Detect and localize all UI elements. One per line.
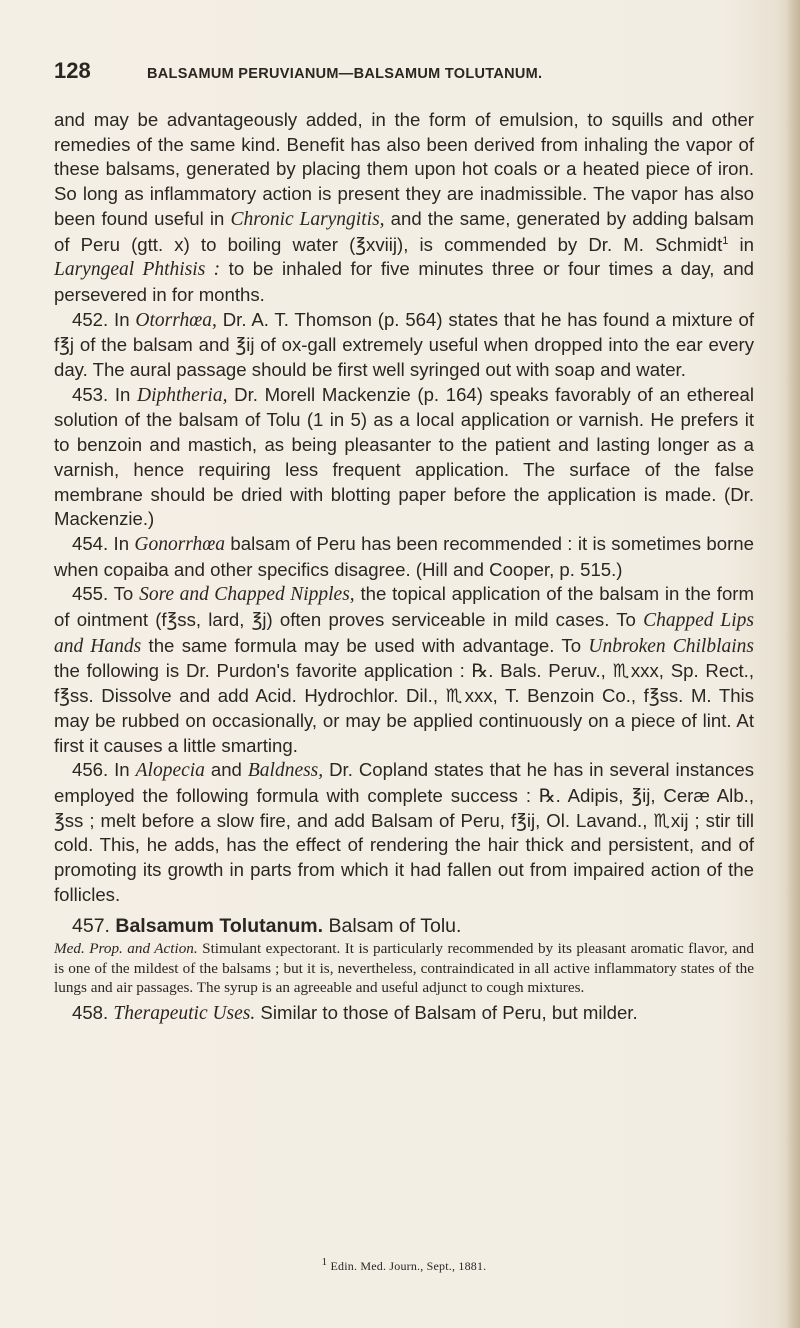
section-heading-457 bbox=[54, 914, 754, 939]
section-subtitle: Balsam of Tolu. bbox=[328, 914, 462, 937]
italic-run: Unbroken Chilblains bbox=[588, 635, 754, 657]
text-run: and may be advantageously added, in the form of emulsion, to squills and other remedies of the same kind. Benefit has also been derived from inhaling the vapor of these balsams, generated by placing them upon hot coals or a heated piece of iron. So long as inflammatory action is present they are inadmissible. The vapor has also been found useful in bbox=[54, 109, 754, 229]
text-run: Dr. Copland states that he has in several instances employed the following formula with complete success : ℞. Adipis, ℥ij, Ceræ Alb., ℥ss ; melt before a slow fire, and add Balsam of Peru, f℥ij, Ol. Lavand., ♏xij ; stir till cold. This, he adds, has the effect of rendering the hair thick and persistent, and of promoting its growth in parts from which it had fallen out from impaired action of the follicles. bbox=[54, 759, 755, 905]
paragraph-453 bbox=[54, 383, 754, 532]
text-run: the following is Dr. Purdon's favorite application : ℞. Bals. Peruv., ♏xxx, Sp. Rect., f℥ss. Dissolve and add Acid. Hydrochlor. Dil., ♏xxx, T. Benzoin Co., f℥ss. M. This may be rubbed on occasionally, or may be applied continuously on a piece of lint. At first it causes a little smarting. bbox=[54, 660, 754, 756]
italic-run: Otorrhœa, bbox=[135, 309, 217, 331]
text-run: Stimulant expectorant. It is particularly recommended by its pleasant aromatic flavor, and is one of the mildest of the balsams ; but it is, nevertheless, contraindicated in all active inflammatory states of the lungs and air passages. The syrup is an agreeable and useful adjunct to cough mixtures. bbox=[54, 940, 754, 996]
paragraph-456 bbox=[54, 758, 754, 907]
italic-run: Chronic Laryngitis, bbox=[230, 208, 385, 230]
section-number: 457. bbox=[72, 914, 110, 937]
footnote bbox=[54, 1256, 754, 1274]
paragraph-continued bbox=[54, 108, 754, 308]
page-header bbox=[54, 58, 754, 90]
text-run: in bbox=[728, 233, 754, 255]
footnote-marker: 1 bbox=[321, 1256, 328, 1268]
page-number: 128 bbox=[54, 58, 91, 83]
italic-run: Therapeutic Uses. bbox=[113, 1003, 256, 1025]
italic-run: Gonorrhœa bbox=[134, 533, 226, 555]
text-run: 455. To bbox=[72, 583, 140, 605]
text-run: Dr. A. T. Thomson (p. 564) states that he has found a mixture of f℥j of the balsam and ℥ij of ox-gall extremely useful when dropped into the ear every day. The aural passage should be first well syringed out with soap and water. bbox=[54, 308, 755, 381]
footnote-text: Edin. Med. Journ., Sept., 1881. bbox=[330, 1259, 487, 1273]
italic-run: Diphtheria, bbox=[137, 384, 228, 406]
paragraph-457-small bbox=[54, 939, 754, 997]
text-run: 454. In bbox=[72, 532, 135, 554]
text-run: and the same, generated by adding balsam of Peru (gtt. x) to boiling water (℥xviij), is commended by Dr. M. Schmidt bbox=[54, 207, 754, 255]
text-run: the topical application of the balsam in the form of ointment (f℥ss, lard, ℥j) often proves serviceable in mild cases. To bbox=[54, 583, 754, 631]
italic-run: Chapped Lips and Hands bbox=[54, 610, 754, 657]
paragraph-454 bbox=[54, 532, 754, 582]
italic-run: Laryngeal Phthisis : bbox=[54, 259, 221, 281]
text-run: 453. In bbox=[72, 383, 138, 405]
paragraph-458 bbox=[54, 1001, 754, 1027]
paragraph-452 bbox=[54, 308, 754, 383]
text-run: the same formula may be used with advantage. To bbox=[141, 634, 589, 656]
footnote-reference[interactable]: 1 bbox=[722, 234, 729, 247]
text-run: to be inhaled for five minutes three or four times a day, and persevered in for months. bbox=[54, 258, 754, 305]
running-title: BALSAMUM PERUVIANUM—BALSAMUM TOLUTANUM. bbox=[147, 66, 543, 82]
italic-run: Med. Prop. and Action. bbox=[54, 940, 198, 958]
text-run: Dr. Morell Mackenzie (p. 164) speaks favorably of an ethereal solution of the balsam of Tolu (1 in 5) as a local application or varnish. He prefers it to benzoin and mastich, as being pleasanter to the patient and lasting longer as a varnish, hence requiring less frequent application. The surface of the false membrane should be dried with blotting paper before the application is made. (Dr. Mackenzie.) bbox=[54, 383, 754, 530]
text-run: 452. In bbox=[72, 308, 136, 330]
text-run: and bbox=[204, 759, 248, 781]
text-run: Similar to those of Balsam of Peru, but milder. bbox=[255, 1002, 638, 1024]
italic-run: Alopecia bbox=[135, 760, 205, 782]
body-text bbox=[54, 108, 754, 1027]
text-run: 456. In bbox=[72, 759, 136, 781]
text-run: 458. bbox=[72, 1002, 114, 1024]
italic-run: Baldness, bbox=[247, 760, 324, 782]
text-run: balsam of Peru has been recommended : it is sometimes borne when copaiba and other specifics disagree. (Hill and Cooper, p. 515.) bbox=[54, 532, 754, 580]
italic-run: Sore and Chapped Nipples, bbox=[139, 584, 355, 606]
section-heading: Balsamum Tolutanum. bbox=[115, 914, 324, 937]
page-edge-shadow bbox=[786, 0, 800, 1328]
paragraph-455 bbox=[54, 582, 754, 758]
